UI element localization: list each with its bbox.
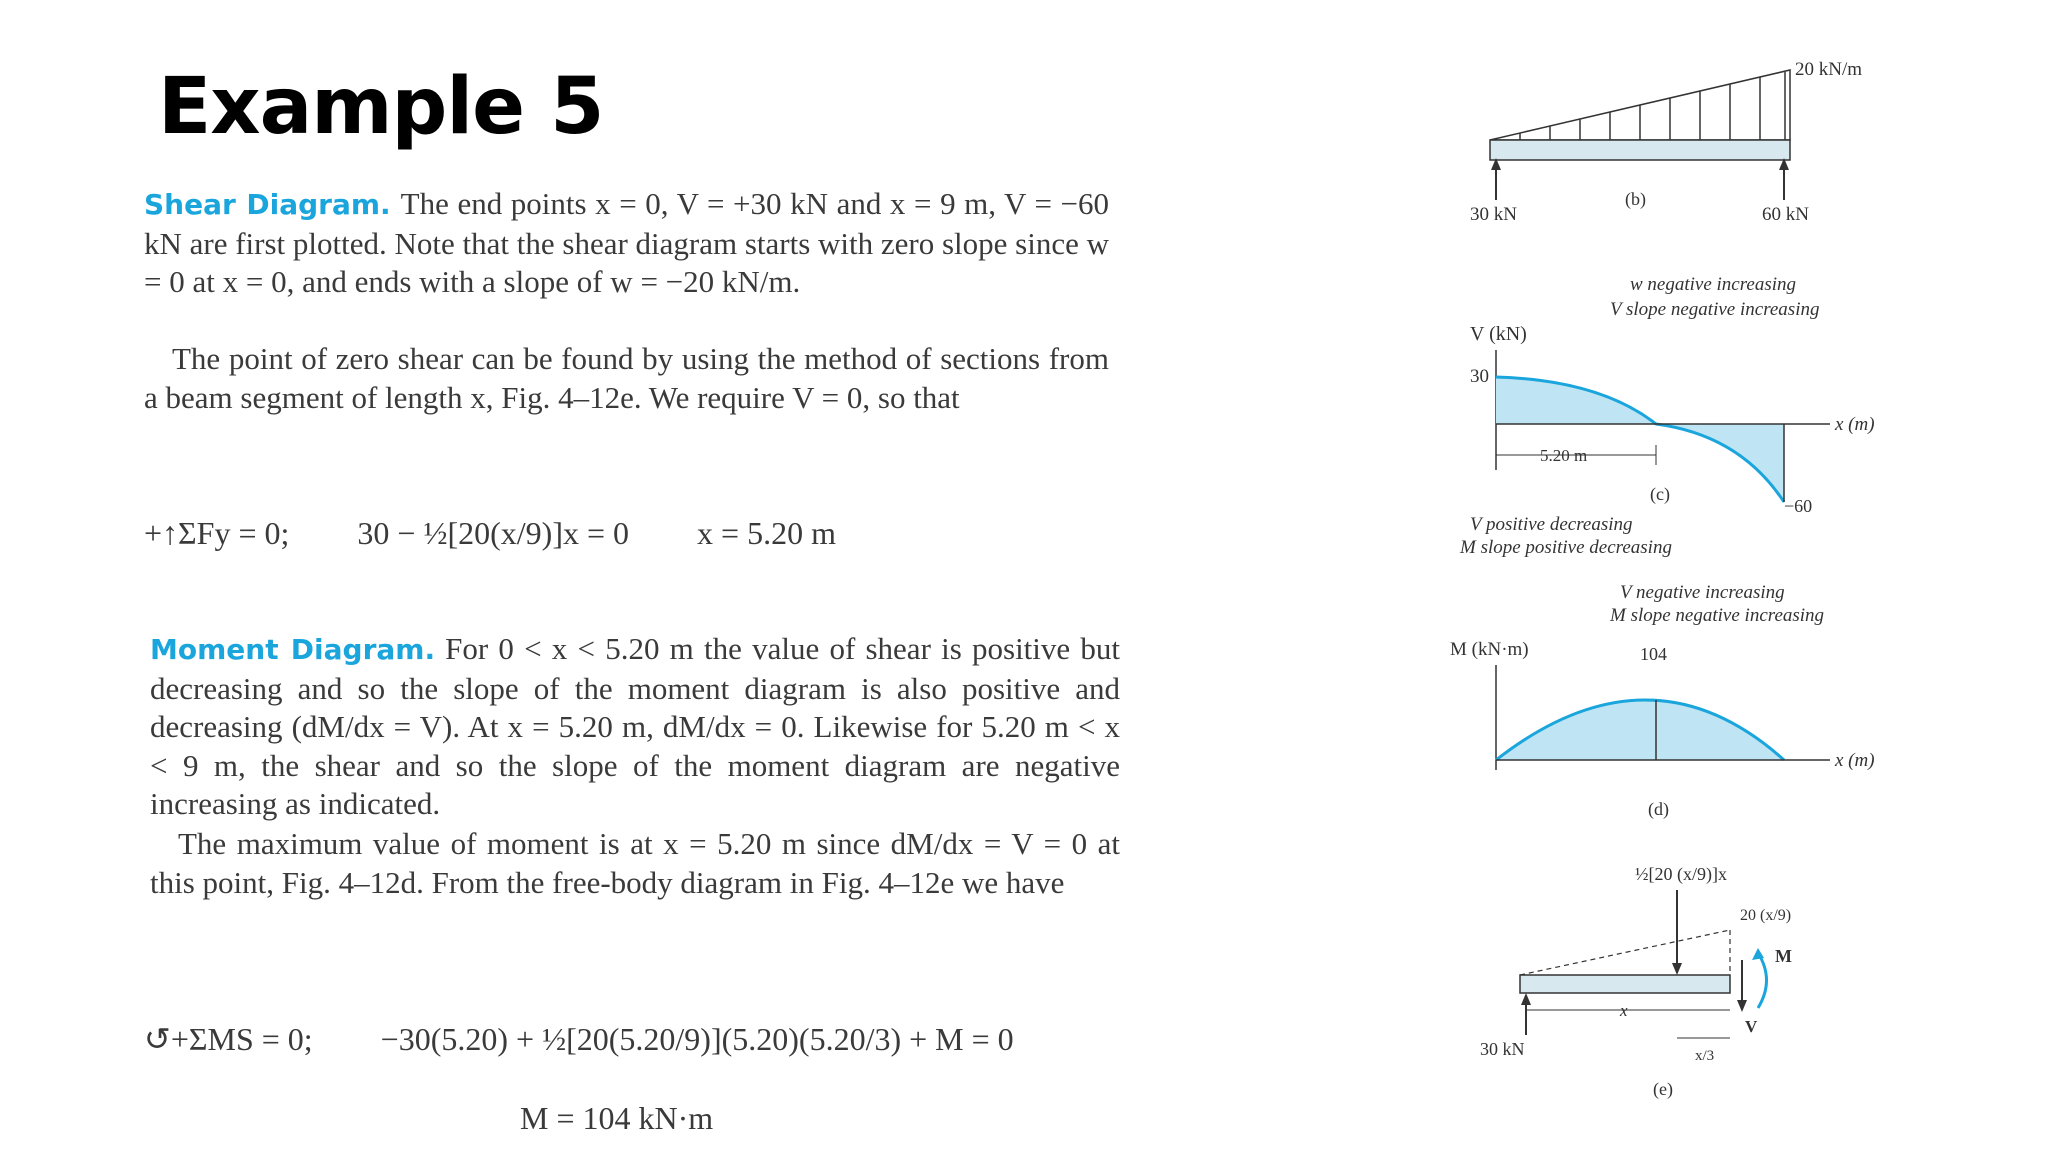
right-reaction-label: 60 kN (1762, 204, 1809, 225)
note-v-negative: V negative increasing (1620, 582, 1785, 603)
note-m-slope-negative: M slope negative increasing (1610, 605, 1825, 626)
moment-text-1: For 0 < x < 5.20 m the value of shear is positive but decreasing and so the slope of the moment diagram is also positive and decreasing (dM/dx = V). At x = 5.20 m, dM/dx = 0. Likewise for 5.20 m < x < 9 m, the shear and so the slope of the moment diagram are negative increasing as indicated. (150, 631, 1120, 821)
free-body-diagram-e (1480, 864, 1792, 1100)
zero-shear-location: 5.20 m (1540, 446, 1588, 465)
shear-text-2: The point of zero shear can be found by using the method of sections from a beam segment of length x, Fig. 4–12e. We require V = 0, so that (144, 341, 1109, 415)
shear-label-e: V (1745, 1017, 1758, 1036)
moment-equation (144, 1020, 1014, 1058)
moment-peak-value: 104 (1640, 644, 1667, 664)
moment-heading: Moment Diagram. (150, 633, 436, 666)
note-v-slope: V slope negative increasing (1610, 299, 1820, 320)
segment-length-label: x (1620, 1001, 1628, 1020)
caption-d: (d) (1648, 799, 1669, 819)
moment-axis-x-label: x (m) (1835, 750, 1875, 771)
shear-paragraph-1 (144, 185, 1109, 302)
shear-diagram-c (1470, 323, 1875, 516)
moment-axis-y-label: M (kN·m) (1450, 639, 1529, 660)
shear-start-value: 30 (1470, 366, 1489, 387)
left-reaction-label: 30 kN (1470, 204, 1517, 225)
loaded-beam-b (1470, 59, 1862, 225)
caption-b: (b) (1625, 189, 1646, 209)
moment-paragraph-1 (150, 630, 1120, 824)
caption-e: (e) (1653, 1079, 1673, 1099)
moment-eq-label: ↺+ΣMS = 0; (144, 1021, 313, 1057)
moment-text-2: The maximum value of moment is at x = 5.20 m since dM/dx = V = 0 at this point, Fig. 4–12d. From the free-body diagram in Fig. 4–12e we have (150, 826, 1120, 900)
shear-heading: Shear Diagram. (144, 188, 391, 221)
reaction-label-e: 30 kN (1480, 1039, 1525, 1059)
shear-eq-label: +↑ΣFy = 0; (144, 515, 290, 551)
intensity-label: 20 (x/9) (1740, 907, 1792, 924)
note-m-slope-positive: M slope positive decreasing (1460, 537, 1672, 558)
centroid-label: x/3 (1695, 1048, 1715, 1064)
resultant-label: ½[20 (x/9)]x (1635, 864, 1727, 884)
moment-label-e: M (1775, 946, 1792, 966)
beam-figure (1440, 50, 1910, 1110)
shear-text-1: The end points x = 0, V = +30 kN and x = 9 m, V = −60 kN are first plotted. Note that the shear diagram starts with zero slope since w = 0 at x = 0, and ends with a slope of w = −20 kN/m. (144, 186, 1110, 299)
shear-axis-y-label: V (kN) (1470, 323, 1527, 345)
shear-axis-x-label: x (m) (1835, 414, 1875, 435)
shear-eq-result: x = 5.20 m (697, 515, 836, 551)
distributed-load-label: 20 kN/m (1795, 59, 1863, 80)
moment-eq-result: M = 104 kN·m (520, 1100, 714, 1136)
caption-c: (c) (1650, 484, 1670, 504)
shear-equation (144, 515, 836, 552)
shear-end-value: −60 (1784, 496, 1813, 516)
note-v-positive: V positive decreasing (1470, 514, 1633, 535)
moment-diagram-d (1450, 639, 1875, 820)
shear-eq-body: 30 − ½[20(x/9)]x = 0 (357, 515, 630, 551)
moment-eq-body: −30(5.20) + ½[20(5.20/9)](5.20)(5.20/3) + M = 0 (380, 1021, 1014, 1057)
slide-title: Example 5 (158, 62, 604, 152)
note-w-negative: w negative increasing (1630, 274, 1797, 295)
